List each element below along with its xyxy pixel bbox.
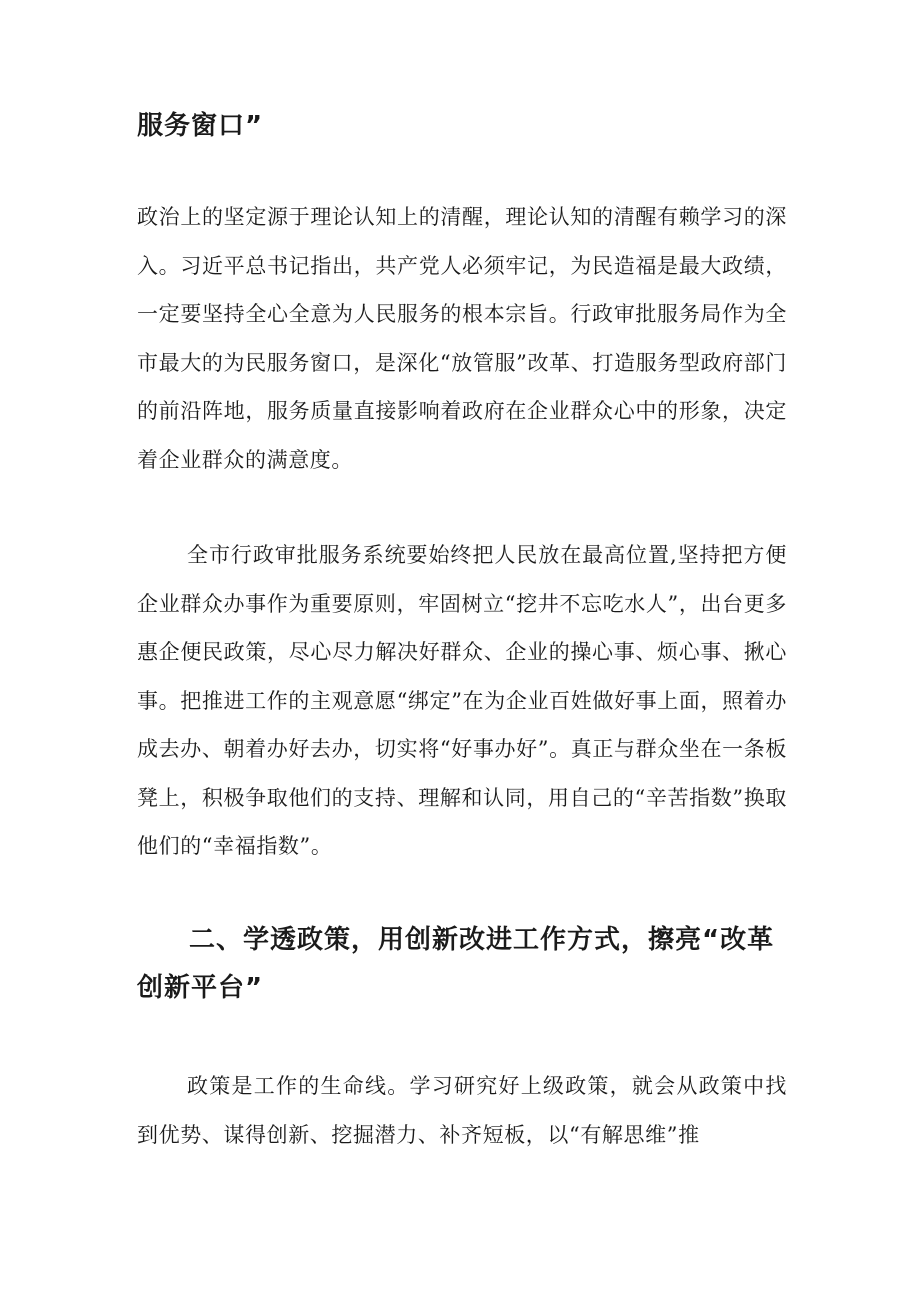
section-heading-continuation: 服务窗口”: [137, 111, 264, 141]
section-heading-2: 二、学透政策，用创新改进工作方式，擦亮“改革创新平台”: [137, 925, 775, 1003]
paragraph-2: 全市行政审批服务系统要始终把人民放在最高位置,坚持把方便企业群众办事作为重要原则，牢固树立“挖井不忘吃水人”，出台更多惠企便民政策，尽心尽力解决好群众、企业的操心事、烦心事、揪心事。把推进工作的主观意愿“绑定”在为企业百姓做好事上面，照着办成去办、朝着办好去办，切实将“好事办好”。真正与群众坐在一条板凳上，积极争取他们的支持、理解和认同，用自己的“辛苦指数”换取他们的“幸福指数”。: [137, 543, 787, 858]
paragraph-3: 政策是工作的生命线。学习研究好上级政策，就会从政策中找到优势、谋得创新、挖掘潜力、补齐短板，以“有解思维”推: [137, 1074, 787, 1147]
paragraph-1: 政治上的坚定源于理论认知上的清醒，理论认知的清醒有赖学习的深入。习近平总书记指出，共产党人必须牢记，为民造福是最大政绩，一定要坚持全心全意为人民服务的根本宗旨。行政审批服务局作为全市最大的为民服务窗口，是深化“放管服”改革、打造服务型政府部门的前沿阵地，服务质量直接影响着政府在企业群众心中的形象，决定着企业群众的满意度。: [137, 205, 787, 472]
